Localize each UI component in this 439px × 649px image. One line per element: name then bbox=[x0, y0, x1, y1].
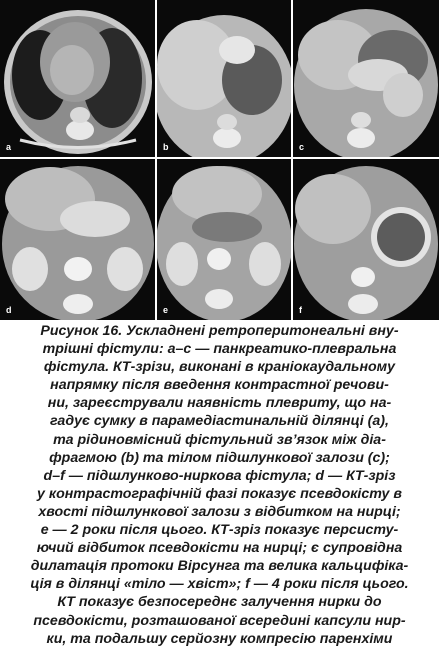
panel-letter-b: b bbox=[163, 142, 169, 152]
caption-line: ки, та подальшу серйозну компресію паренхіми bbox=[46, 630, 393, 647]
caption-line: напрямку після введення контрастної речови- bbox=[50, 377, 389, 394]
ct-panel-c bbox=[293, 0, 439, 157]
figure-caption bbox=[0, 322, 439, 648]
ct-scan-image-c bbox=[293, 0, 439, 157]
caption-line: ція в ділянці «тіло — хвіст»; f — 4 роки після цього. bbox=[30, 576, 409, 593]
panel-letter-d: d bbox=[6, 305, 12, 315]
caption-line: трішні фістули: a–c — панкреатико-плевральна bbox=[42, 341, 397, 358]
caption-line: псевдокісти, розташованої всередині капсули нир- bbox=[33, 612, 406, 629]
caption-line: d–f — підшлунково-ниркова фістула; d — КТ-зріз bbox=[43, 467, 396, 484]
ct-scan-image-d bbox=[0, 159, 155, 320]
ct-scan-image-a bbox=[0, 0, 155, 157]
ct-scan-image-f bbox=[293, 159, 439, 320]
ct-panel-a bbox=[0, 0, 155, 157]
caption-line: фрагмою (b) та тілом підшлункової залози (c); bbox=[49, 449, 390, 466]
panel-letter-e: e bbox=[163, 305, 169, 315]
ct-panel-f bbox=[293, 159, 439, 320]
caption-line: КТ показує безпосереднє залучення нирки до bbox=[57, 594, 382, 611]
panel-letter-c: c bbox=[299, 142, 305, 152]
ct-panel-d bbox=[0, 159, 155, 320]
ct-panel-e bbox=[157, 159, 291, 320]
ct-scan-image-e bbox=[157, 159, 291, 320]
caption-line: ючий відбиток псевдокісти на нирці; є супровідна bbox=[36, 540, 403, 557]
ct-panel-b bbox=[157, 0, 291, 157]
caption-line: хвості підшлункової залози з відбитком на нирці; bbox=[38, 503, 401, 520]
ct-scan-image-b bbox=[157, 0, 291, 157]
panel-letter-f: f bbox=[299, 305, 302, 315]
figure-panels bbox=[0, 0, 439, 320]
caption-line: e — 2 роки після цього. КТ-зріз показує персисту- bbox=[40, 522, 399, 539]
caption-line: та рідиновмісний фістульний зв’язок між діа- bbox=[53, 431, 386, 448]
panel-letter-a: a bbox=[6, 142, 12, 152]
caption-line: ни, зареєстрували наявність плевриту, що на- bbox=[47, 395, 392, 412]
caption-line: фістула. КТ-зрізи, виконані в краніокаудальному bbox=[43, 359, 396, 376]
caption-line: дилатація протоки Вірсунга та велика кальцифіка- bbox=[30, 558, 409, 575]
caption-line: Рисунок 16. Ускладнені ретроперитонеальні вну- bbox=[40, 323, 399, 339]
caption-line: гадує сумку в парамедіастинальній ділянці (a), bbox=[50, 413, 389, 430]
caption-line: у контрастографічній фазі показує псевдокісту в bbox=[37, 485, 402, 502]
